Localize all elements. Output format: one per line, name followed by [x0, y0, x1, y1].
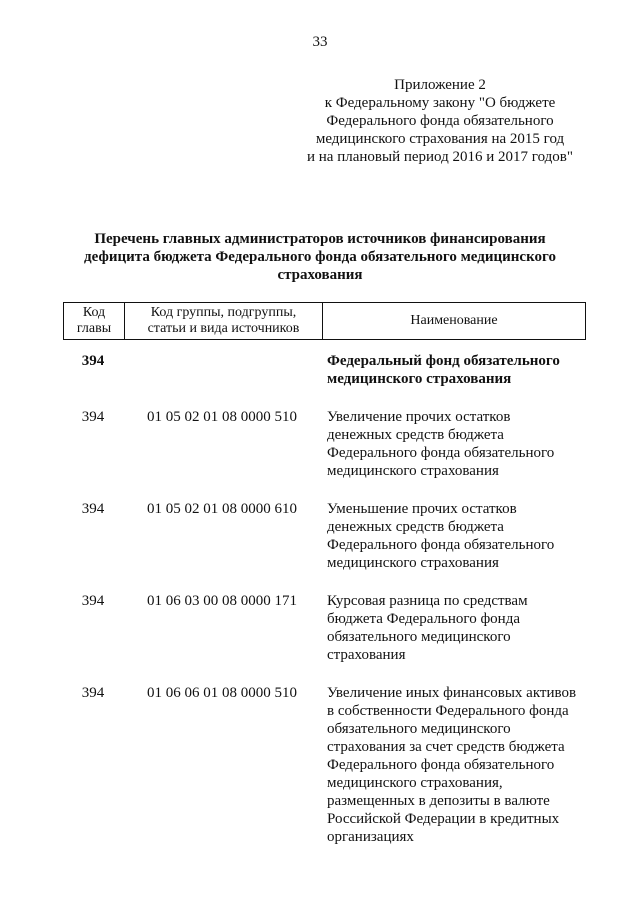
title-line: страхования: [277, 267, 363, 283]
table-row: [63, 352, 584, 388]
appendix-line: Приложение 2: [394, 77, 486, 93]
row-group-code: 01 05 02 01 08 0000 510: [147, 409, 297, 425]
row-code: 394: [81, 593, 105, 609]
row-group-code: 01 05 02 01 08 0000 610: [147, 501, 297, 517]
table-row: [63, 408, 584, 480]
appendix-line: и на плановый период 2016 и 2017 годов": [307, 149, 573, 165]
row-name: Федеральный фонд обязательного медицинского страхования: [327, 353, 560, 387]
row-name: Увеличение иных финансовых активов в собственности Федерального фонда обязательного медицинского страхования за счет средств бюджета Федерального фонда обязательного медицинского страхования, размещенных в депозиты в валюте Российской Федерации в кредитных организациях: [327, 685, 577, 845]
appendix-line: Федерального фонда обязательного: [326, 113, 554, 129]
header-code-label: Код главы: [76, 305, 112, 336]
row-code: 394: [81, 353, 105, 369]
header-name: [323, 303, 585, 339]
row-group-code: [123, 352, 321, 388]
row-group-code: 01 06 06 01 08 0000 510: [147, 685, 297, 701]
row-code: 394: [81, 409, 105, 425]
table-body: [63, 352, 584, 866]
header-group: [125, 303, 323, 339]
appendix-block: [300, 76, 580, 166]
table-row: [63, 684, 584, 846]
appendix-line: к Федеральному закону "О бюджете: [324, 95, 556, 111]
row-group-code: 01 06 03 00 08 0000 171: [147, 593, 297, 609]
table-header: [63, 302, 586, 340]
header-group-label: Код группы, подгруппы, статьи и вида источников: [147, 305, 300, 336]
header-name-label: Наименование: [410, 313, 498, 328]
title-line: дефицита бюджета Федерального фонда обязательного медицинского: [84, 249, 556, 265]
appendix-line: медицинского страхования на 2015 год: [315, 131, 565, 147]
row-code: 394: [81, 501, 105, 517]
table-row: [63, 592, 584, 664]
title-line: Перечень главных администраторов источников финансирования: [94, 231, 546, 247]
header-code: [64, 303, 125, 339]
row-name: Увеличение прочих остатков денежных средств бюджета Федерального фонда обязательного медицинского страхования: [327, 409, 555, 479]
table-row: [63, 500, 584, 572]
page-number: 33: [312, 34, 328, 50]
document-title: [60, 230, 580, 284]
row-name: Уменьшение прочих остатков денежных средств бюджета Федерального фонда обязательного медицинского страхования: [327, 501, 555, 571]
row-name: Курсовая разница по средствам бюджета Федерального фонда обязательного медицинского страхования: [327, 593, 528, 663]
row-code: 394: [81, 685, 105, 701]
